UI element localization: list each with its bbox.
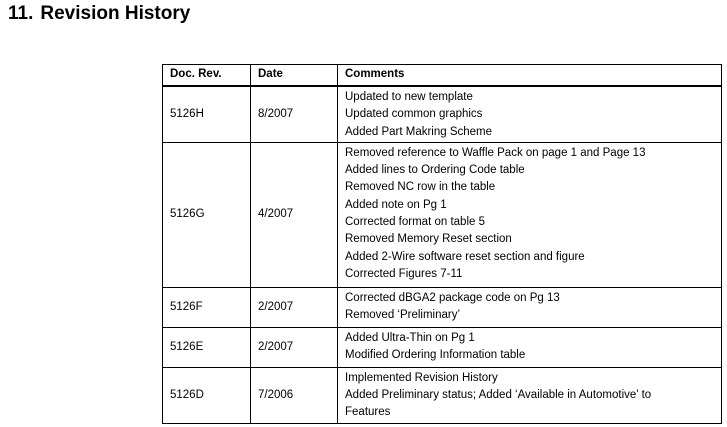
header-date: Date: [251, 65, 338, 87]
comments-cell: [338, 367, 722, 423]
header-comments: Comments: [338, 65, 722, 87]
section-title-text: Revision History: [40, 3, 191, 24]
rev-cell: 5126H: [163, 86, 251, 142]
comment-line: Added 2-Wire software reset section and figure: [345, 250, 585, 263]
comment-line: Corrected format on table 5: [345, 216, 485, 229]
date-cell: 7/2006: [251, 367, 338, 423]
rev-cell: 5126E: [163, 327, 251, 367]
table-row: [163, 367, 722, 423]
date-cell: 2/2007: [251, 287, 338, 327]
rev-cell: 5126D: [163, 367, 251, 423]
comment-line: Corrected Figures 7-11: [345, 267, 463, 280]
comment-line: Removed reference to Waffle Pack on page 1 and Page 13: [345, 146, 646, 159]
date-cell: 4/2007: [251, 142, 338, 287]
table-header-row: [163, 65, 722, 87]
comment-line: Updated common graphics: [345, 108, 483, 121]
comment-line: Implemented Revision History: [345, 371, 498, 384]
table-row: [163, 86, 722, 142]
comment-line: Added Ultra-Thin on Pg 1: [345, 331, 475, 344]
comment-line: Corrected dBGA2 package code on Pg 13: [345, 291, 560, 304]
header-doc-rev: Doc. Rev.: [163, 65, 251, 87]
rev-cell: 5126G: [163, 142, 251, 287]
table-row: [163, 287, 722, 327]
comment-line: Removed ‘Preliminary’: [345, 309, 461, 322]
comments-cell: [338, 86, 722, 142]
comment-line: Removed NC row in the table: [345, 181, 496, 194]
rev-cell: 5126F: [163, 287, 251, 327]
comment-line: Updated to new template: [345, 91, 473, 103]
comment-line: Added note on Pg 1: [345, 198, 447, 211]
comments-cell: [338, 142, 722, 287]
comment-line: Removed Memory Reset section: [345, 233, 512, 246]
section-number: 11.: [8, 3, 34, 24]
table-row: [163, 142, 722, 287]
comments-cell: [338, 327, 722, 367]
date-cell: 8/2007: [251, 86, 338, 142]
comments-cell: [338, 287, 722, 327]
revision-history-table: [162, 64, 722, 424]
table-row: [163, 327, 722, 367]
comment-line: Added lines to Ordering Code table: [345, 164, 525, 177]
comment-line: Added Preliminary status; Added ‘Available in Automotive’ to Features: [345, 389, 652, 419]
section-title: [8, 3, 190, 25]
comment-line: Added Part Makring Scheme: [345, 125, 493, 138]
date-cell: 2/2007: [251, 327, 338, 367]
comment-line: Modified Ordering Information table: [345, 349, 526, 362]
